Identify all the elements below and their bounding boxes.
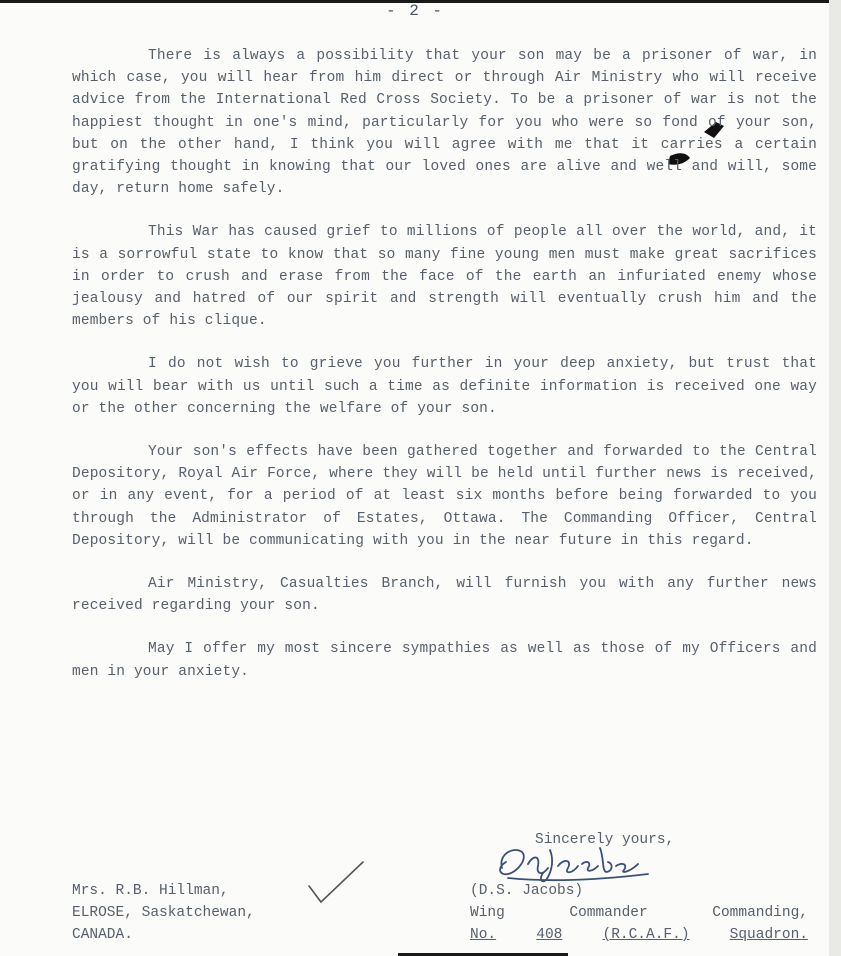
- signatory-unit: [470, 924, 808, 946]
- letter-body: [72, 45, 817, 704]
- recipient-name: Mrs. R.B. Hillman,: [72, 883, 229, 899]
- paragraph-effects: Your son's effects have been gathered together and forwarded to the Central Depository, Royal Air Force, where they will be held until further news is received, or in any event, for a period of at least six months before being forwarded to you through the Administrator of Estates, Ottawa. The Commanding Officer, Central Depository, will be communicating with you in the near future in this regard.: [72, 444, 817, 549]
- paragraph-casualties-branch: Air Ministry, Casualties Branch, will furnish you with any further news received regarding your son.: [72, 576, 817, 615]
- page-number: - 2 -: [386, 2, 445, 20]
- recipient-address: [72, 880, 255, 946]
- unit-number: 408: [536, 927, 563, 943]
- rank-wing: Wing: [470, 905, 505, 921]
- closing-salutation: Sincerely yours,: [535, 832, 675, 848]
- recipient-town: ELROSE, Saskatchewan,: [72, 905, 255, 921]
- scan-right-edge: [829, 0, 841, 956]
- signatory-name: (D.S. Jacobs): [470, 883, 584, 899]
- signatory-rank: [470, 902, 808, 924]
- unit-force: (R.C.A.F.): [602, 927, 690, 943]
- rank-commander: Commander: [569, 905, 648, 921]
- checkmark-tick: [305, 858, 367, 906]
- handwritten-signature: [488, 838, 658, 886]
- unit-squadron: Squadron.: [729, 927, 808, 943]
- paragraph-prisoner-of-war: There is always a possibility that your son may be a prisoner of war, in which case, you will hear from him direct or through Air Ministry who will receive advice from the International Red Cross Society. To be a prisoner of war is not the happiest thought in one's mind, particularly for you who were so fond of your son, but on the other hand, I think you will agree with me that it carries a certain gratifying thought in knowing that our loved ones are alive and well and will, some day, return home safely.: [72, 48, 817, 198]
- signatory-block: [470, 880, 808, 946]
- paragraph-war-grief: This War has caused grief to millions of people all over the world, and, it is a sorrowful state to know that so many fine young men must make great sacrifices in order to crush and erase from the face of the earth an infuriated enemy whose jealousy and hatred of our spirit and strength will eventually crush him and the members of his clique.: [72, 224, 817, 330]
- paragraph-anxiety: I do not wish to grieve you further in your deep anxiety, but trust that you will bear with us until such a time as definite information is received one way or the other concerning the welfare of your son.: [72, 356, 817, 417]
- unit-no: No.: [470, 927, 497, 943]
- paragraph-sympathies: May I offer my most sincere sympathies as well as those of my Officers and men in your anxiety.: [72, 641, 817, 680]
- rank-commanding: Commanding,: [712, 905, 808, 921]
- recipient-country: CANADA.: [72, 927, 133, 943]
